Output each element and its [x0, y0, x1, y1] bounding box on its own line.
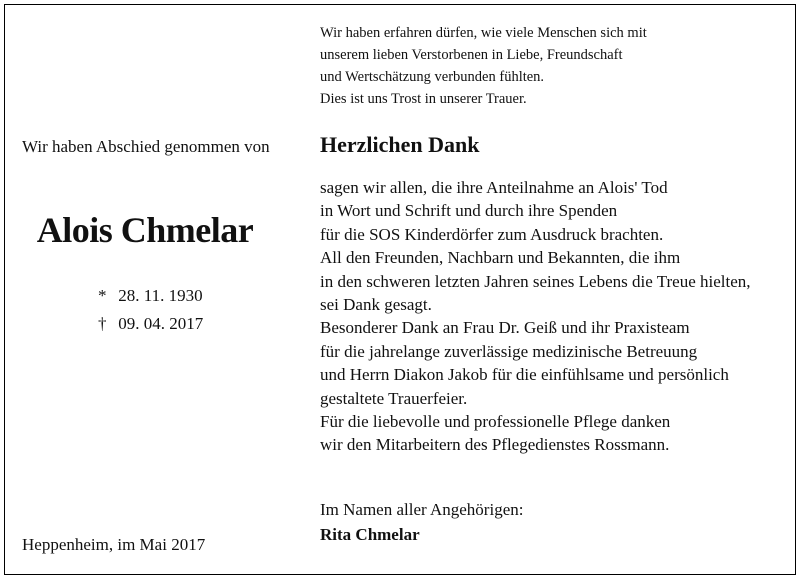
life-dates [98, 282, 203, 338]
intro-line: Dies ist uns Trost in unserer Trauer. [320, 91, 527, 107]
thanks-line: gestaltete Trauerfeier. [320, 388, 468, 408]
thanks-line: in Wort und Schrift und durch ihre Spenden [320, 201, 618, 221]
signature-block [320, 497, 523, 547]
thanks-line: in den schweren letzten Jahren seines Lebens die Treue hielten, [320, 271, 751, 291]
thanks-heading: Herzlichen Dank [320, 132, 480, 157]
birth-date-row [98, 282, 203, 310]
place-date: Heppenheim, im Mai 2017 [22, 535, 206, 554]
thanks-line: für die jahrelange zuverlässige medizinische Betreuung [320, 341, 698, 361]
birth-star-icon: * [98, 286, 107, 305]
thanks-line: All den Freunden, Nachbarn und Bekannten, die ihm [320, 248, 681, 268]
farewell-line: Wir haben Abschied genommen von [22, 137, 270, 156]
signer-name: Rita Chmelar [320, 525, 420, 544]
intro-line: unserem lieben Verstorbenen in Liebe, Freundschaft [320, 47, 623, 63]
death-date-row [98, 310, 203, 338]
thanks-line: wir den Mitarbeitern des Pflegedienstes Rossmann. [320, 435, 670, 455]
thanks-line: Besonderer Dank an Frau Dr. Geiß und ihr Praxisteam [320, 318, 690, 338]
thanks-line: und Herrn Diakon Jakob für die einfühlsame und persönlich [320, 365, 729, 385]
deceased-name: Alois Chmelar [36, 210, 254, 250]
thanks-line: für die SOS Kinderdörfer zum Ausdruck brachten. [320, 224, 664, 244]
intro-line: und Wertschätzung verbunden fühlten. [320, 69, 545, 85]
thanks-body [320, 176, 751, 457]
thanks-line: sagen wir allen, die ihre Anteilnahme an Alois' Tod [320, 178, 668, 197]
signoff-text: Im Namen aller Angehörigen: [320, 500, 524, 519]
intro-text [320, 22, 647, 110]
death-cross-icon: † [98, 314, 107, 333]
intro-line: Wir haben erfahren dürfen, wie viele Menschen sich mit [320, 25, 647, 41]
birth-date: 28. 11. 1930 [118, 286, 203, 305]
death-date: 09. 04. 2017 [118, 314, 204, 333]
thanks-line: sei Dank gesagt. [320, 295, 432, 315]
thanks-line: Für die liebevolle und professionelle Pflege danken [320, 412, 671, 432]
